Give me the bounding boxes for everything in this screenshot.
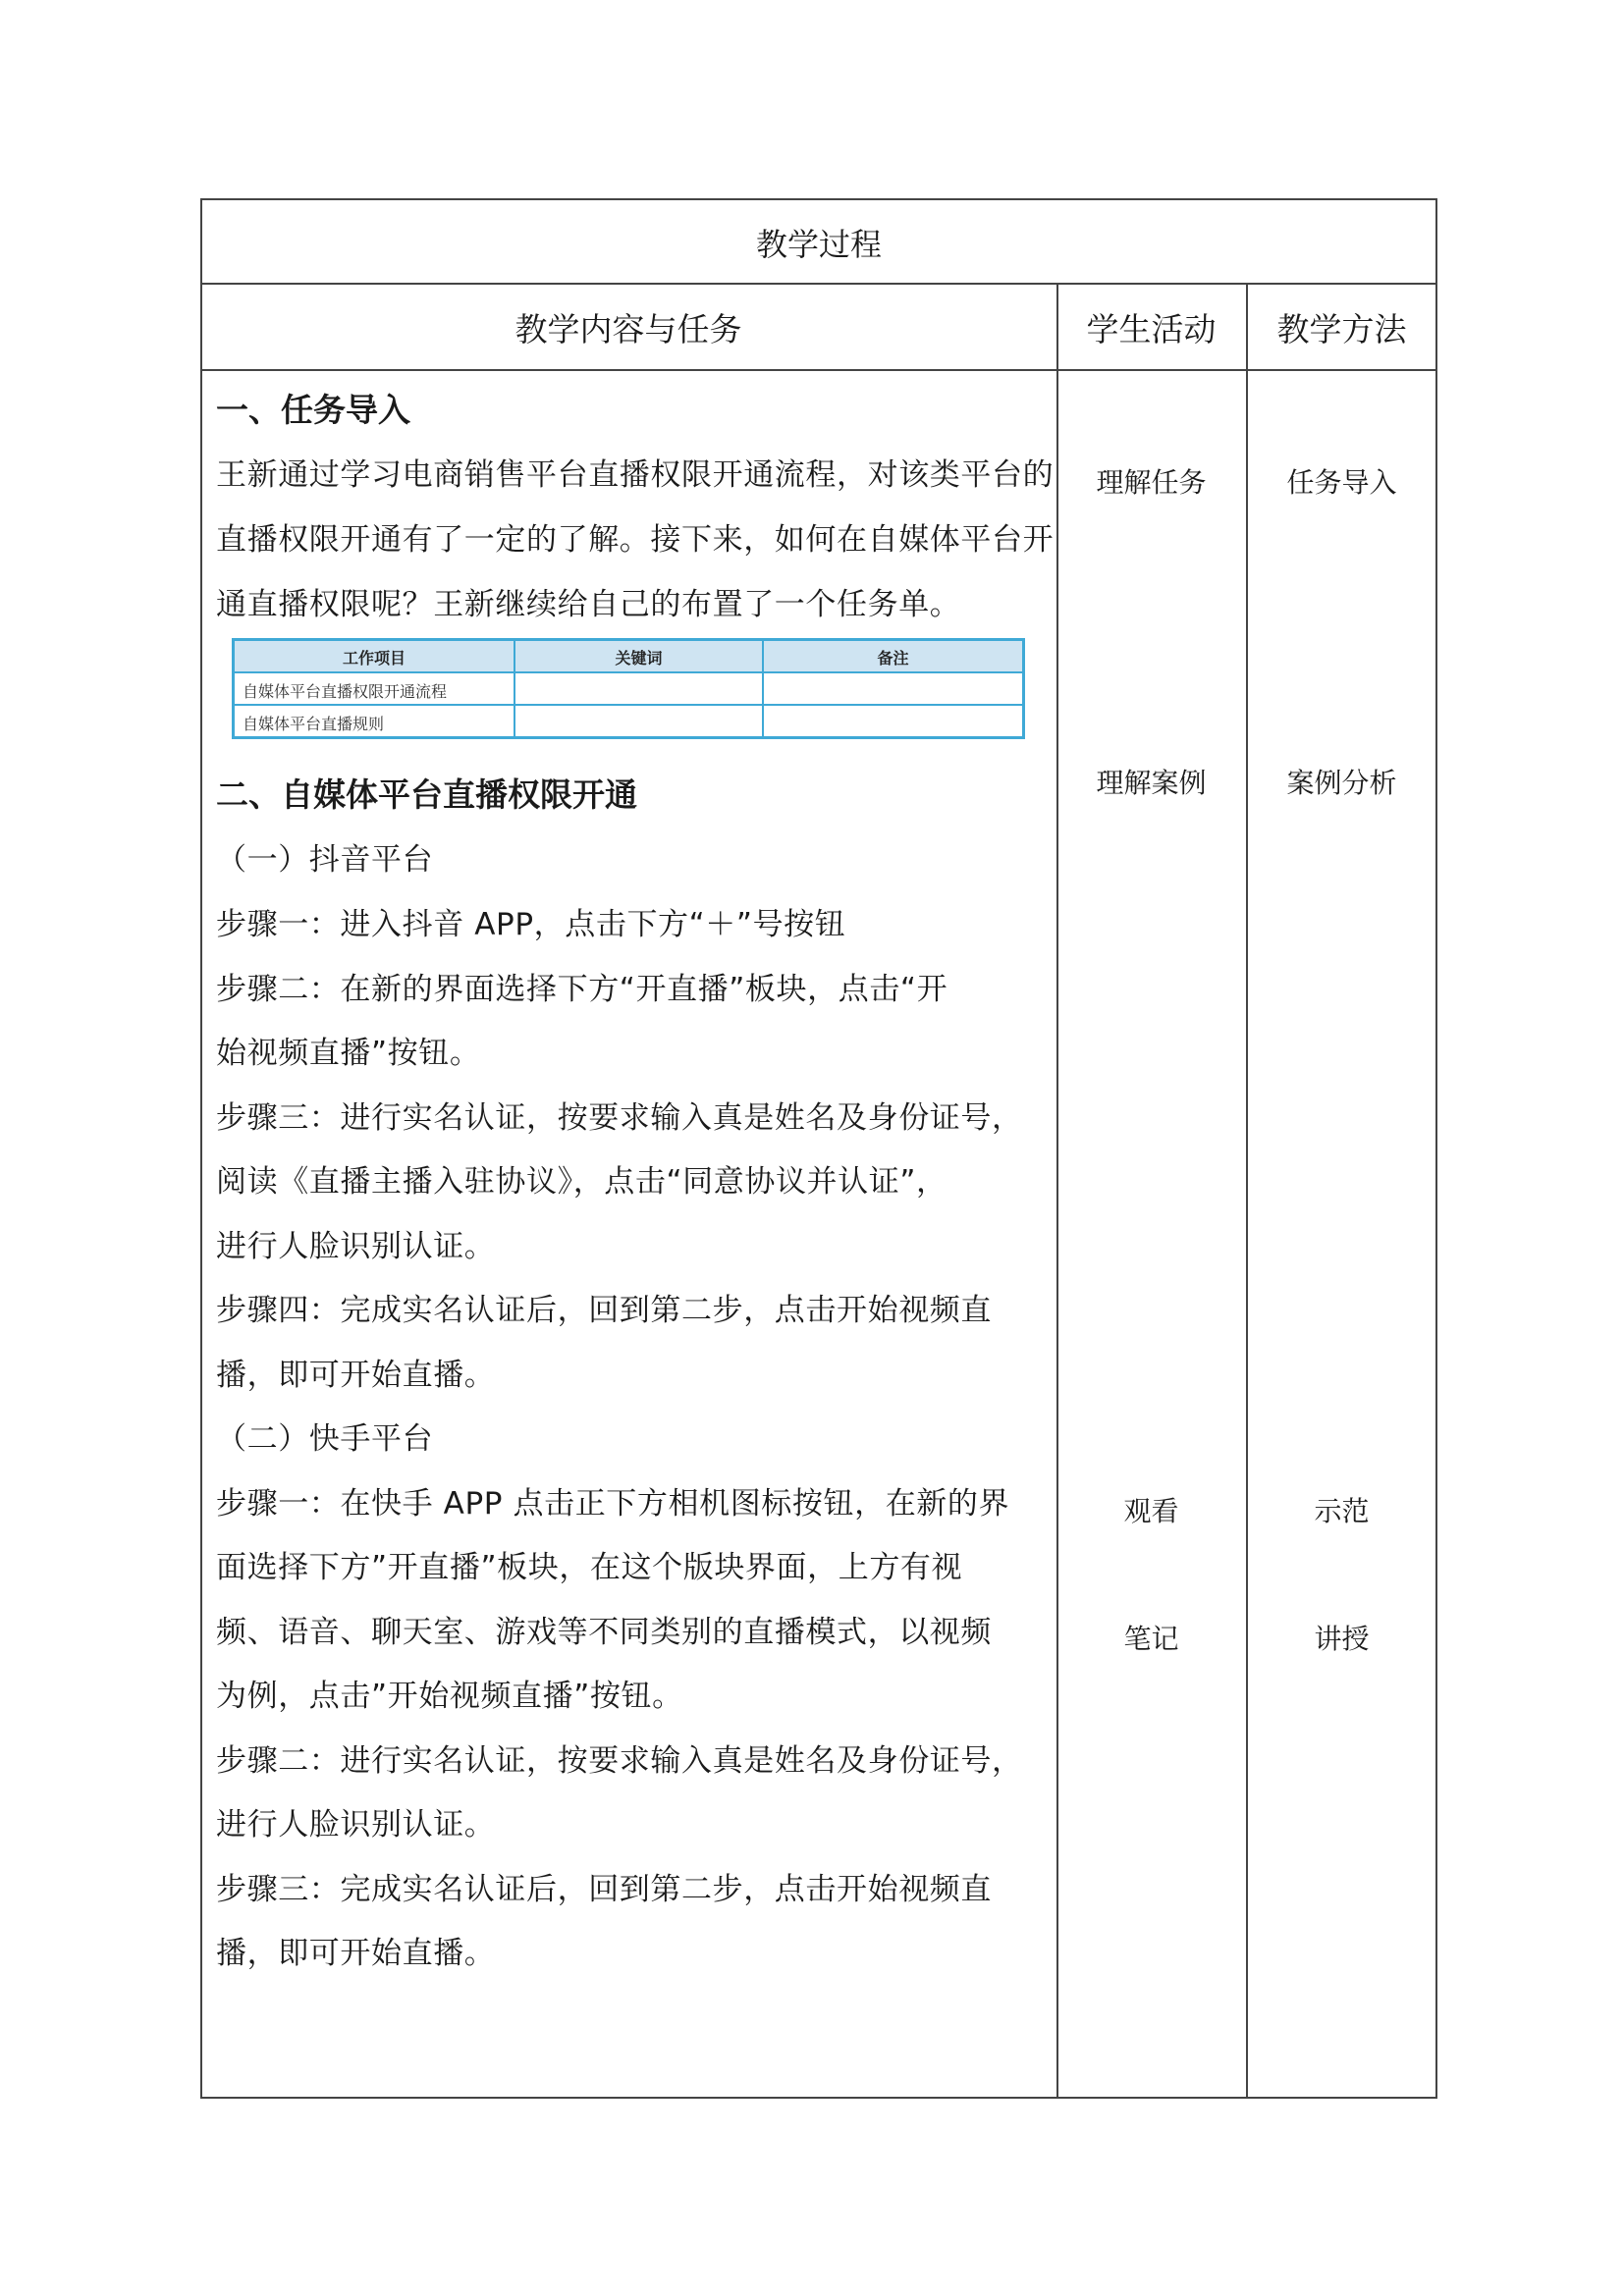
teaching-method: 案例分析 <box>1286 767 1397 799</box>
paragraph-line: 步骤二：进行实名认证，按要求输入真是姓名及身份证号， <box>216 1743 1023 1779</box>
task-sheet-header-cell: 工作项目 <box>342 649 406 667</box>
column-header-student: 学生活动 <box>1086 310 1217 348</box>
column-divider-1 <box>1056 283 1058 2099</box>
paragraph-line: 进行人脸识别认证。 <box>216 1229 496 1264</box>
paragraph-line: 通直播权限呢？王新继续给自己的布置了一个任务单。 <box>216 587 961 622</box>
section-heading-live-permission: 二、自媒体平台直播权限开通 <box>216 775 637 814</box>
paragraph-line: 播，即可开始直播。 <box>216 1358 496 1393</box>
title-row-divider <box>200 283 1437 285</box>
task-sheet-divider <box>235 671 1022 673</box>
task-sheet-header-cell: 备注 <box>877 649 909 667</box>
task-sheet-header-cell: 关键词 <box>615 649 663 667</box>
task-sheet-table <box>232 638 1025 739</box>
student-activity: 观看 <box>1123 1495 1179 1527</box>
subsection-title-kuaishou: （二）快手平台 <box>216 1421 434 1457</box>
paragraph-line: 步骤一：进入抖音 APP，点击下方“＋”号按钮 <box>216 907 846 942</box>
student-activity: 理解案例 <box>1096 767 1207 799</box>
paragraph-line: 步骤二：在新的界面选择下方“开直播”板块，点击“开 <box>216 972 948 1007</box>
task-sheet-cell: 自媒体平台直播规则 <box>243 715 385 733</box>
column-header-content: 教学内容与任务 <box>514 310 742 348</box>
student-activity: 笔记 <box>1123 1623 1179 1655</box>
column-divider-2 <box>1246 283 1248 2099</box>
paragraph-line: 阅读《直播主播入驻协议》，点击“同意协议并认证”， <box>216 1164 947 1200</box>
column-header-method: 教学方法 <box>1276 310 1407 348</box>
paragraph-line: 播，即可开始直播。 <box>216 1936 496 1971</box>
subsection-title-douyin: （一）抖音平台 <box>216 842 434 878</box>
paragraph-line: 进行人脸识别认证。 <box>216 1807 496 1842</box>
teaching-method: 示范 <box>1314 1495 1370 1527</box>
task-sheet-cell: 自媒体平台直播权限开通流程 <box>243 682 448 701</box>
paragraph-line: 步骤三：进行实名认证，按要求输入真是姓名及身份证号， <box>216 1100 1023 1136</box>
student-activity: 理解任务 <box>1096 466 1207 499</box>
paragraph-line: 步骤一：在快手 APP 点击正下方相机图标按钮，在新的界 <box>216 1486 1010 1522</box>
section-heading-task-intro: 一、任务导入 <box>216 391 410 429</box>
paragraph-line: 步骤三：完成实名认证后，回到第二步，点击开始视频直 <box>216 1872 992 1907</box>
paragraph-line: 频、语音、聊天室、游戏等不同类别的直播模式，以视频 <box>216 1615 992 1650</box>
task-sheet-divider <box>235 704 1022 706</box>
paragraph-line: 为例，点击”开始视频直播”按钮。 <box>216 1679 683 1714</box>
paragraph-line: 直播权限开通有了一定的了解。接下来，如何在自媒体平台开 <box>216 522 1055 558</box>
teaching-method: 讲授 <box>1314 1623 1370 1655</box>
header-row-divider <box>200 369 1437 371</box>
paragraph-line: 面选择下方”开直播”板块，在这个版块界面，上方有视 <box>216 1550 963 1585</box>
paragraph-line: 王新通过学习电商销售平台直播权限开通流程，对该类平台的 <box>216 457 1055 493</box>
table-title: 教学过程 <box>755 226 882 263</box>
paragraph-line: 步骤四：完成实名认证后，回到第二步，点击开始视频直 <box>216 1293 992 1328</box>
teaching-method: 任务导入 <box>1286 466 1397 499</box>
paragraph-line: 始视频直播”按钮。 <box>216 1036 481 1071</box>
